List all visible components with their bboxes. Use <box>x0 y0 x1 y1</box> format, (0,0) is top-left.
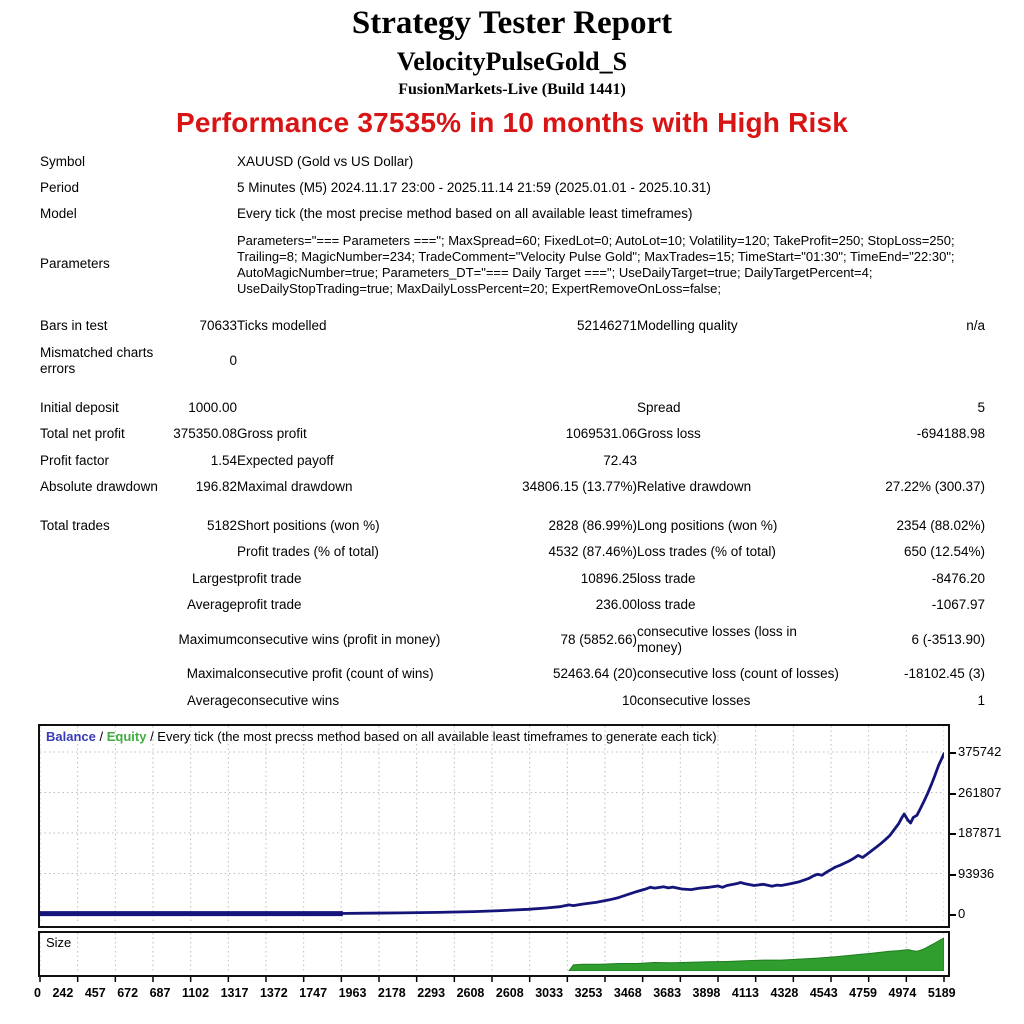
stat-label: Mismatched charts errors <box>40 344 154 377</box>
stat-value <box>170 539 237 565</box>
stat-label <box>637 340 842 383</box>
stat-value: -694188.98 <box>916 426 986 442</box>
stat-label: consecutive wins <box>237 692 340 708</box>
x-axis-tick-label: 457 <box>84 986 106 1001</box>
x-axis-tick-label: 4113 <box>731 986 759 1001</box>
stat-label: Long positions (won %) <box>637 517 778 533</box>
stat-label: Spread <box>637 399 681 415</box>
x-axis-tick-label: 1102 <box>181 986 210 1001</box>
x-axis-tick-label: 0 <box>34 986 41 1001</box>
row-largest-trade <box>40 566 985 592</box>
stat-label: Gross loss <box>637 426 701 442</box>
stat-value: 70633 <box>199 318 238 334</box>
x-axis-ticks <box>38 977 946 982</box>
parameters-label: Parameters <box>40 256 110 272</box>
stat-value: 10 <box>621 692 638 708</box>
ea-name: VelocityPulseGold_S <box>396 46 628 76</box>
stat-value: 2828 (86.99%) <box>548 517 638 533</box>
stat-label <box>40 688 170 714</box>
parameters-value: Parameters="=== Parameters ==="; MaxSpread=60; FixedLot=0; AutoLot=10; Volatility=120; TakeProfit=250; StopLoss=250; Trailing=8; MagicNumber=234; TradeComment="Velocity Pulse Gold"; MaxTrades=15; TimeStart="01:30"; TimeEnd="22:30"; AutoMagicNumber=true; Parameters_DT="=== Daily Target ==="; UseDailyTarget=true; DailyTargetPercent=4; UseDailyStopTrading=true; MaxDailyLossPercent=20; ExpertRemoveOnLoss=false; <box>237 232 955 296</box>
stat-label: Profit trades (% of total) <box>237 544 379 560</box>
stat-label: profit trade <box>237 597 302 613</box>
performance-banner: Performance 37535% in 10 months with High Risk <box>175 106 849 138</box>
x-axis-tick-label: 2608 <box>456 986 485 1001</box>
stat-label: Maximum <box>178 631 238 647</box>
x-axis-tick-label: 1963 <box>338 986 367 1001</box>
stat-label: Total trades <box>40 517 110 533</box>
size-chart <box>38 931 950 977</box>
symbol-value: XAUUSD (Gold vs US Dollar) <box>237 153 414 169</box>
stat-label: Profit factor <box>40 452 110 468</box>
stat-value: 1069531.06 <box>565 426 638 442</box>
stat-value: 0 <box>229 353 238 369</box>
stat-value: -8476.20 <box>931 570 986 586</box>
row-average-consecutive <box>40 688 985 714</box>
stat-value: 5182 <box>206 517 238 533</box>
stat-value: 236.00 <box>595 597 638 613</box>
x-axis-tick-label: 3468 <box>613 986 642 1001</box>
row-initial-deposit <box>40 395 985 421</box>
y-axis-tick-label: 93936 <box>958 865 995 881</box>
stat-value: 52146271 <box>576 318 638 334</box>
stat-value: -18102.45 (3) <box>904 666 986 682</box>
stat-value: 10896.25 <box>580 570 638 586</box>
model-label: Model <box>40 206 77 222</box>
stat-label: loss trade <box>637 570 696 586</box>
row-profit-trades <box>40 539 985 565</box>
stat-label: Gross profit <box>237 426 307 442</box>
x-axis-tick-label: 3253 <box>574 986 603 1001</box>
row-maximal-consecutive <box>40 661 985 687</box>
stat-value: 27.22% (300.37) <box>885 479 986 495</box>
row-absolute-drawdown <box>40 474 985 500</box>
stat-value: 78 (5852.66) <box>560 631 638 647</box>
x-axis-tick-label: 4543 <box>809 986 838 1001</box>
stat-value: 72.43 <box>603 452 638 468</box>
stat-label <box>40 539 170 565</box>
stat-label: Maximal drawdown <box>237 479 353 495</box>
stat-label: Average <box>186 692 238 708</box>
x-axis-labels <box>34 986 956 1000</box>
stat-label: Bars in test <box>40 318 108 334</box>
stat-label: profit trade <box>237 570 302 586</box>
stat-label: consecutive losses <box>637 692 751 708</box>
y-axis-tick-label: 375742 <box>958 744 1002 760</box>
x-axis-tick-label: 1317 <box>220 986 249 1001</box>
x-axis-tick-label: 5189 <box>927 986 956 1001</box>
stat-label: loss trade <box>637 597 696 613</box>
stat-label: consecutive profit (count of wins) <box>237 666 434 682</box>
x-axis-tick-label: 3898 <box>692 986 721 1001</box>
stat-value: 52463.64 (20) <box>552 666 638 682</box>
period-label: Period <box>40 180 80 195</box>
stat-value <box>480 340 637 383</box>
stat-value: 196.82 <box>195 479 238 495</box>
stat-label <box>237 340 480 383</box>
legend-equity: Equity <box>106 729 147 745</box>
row-mismatched-errors <box>40 340 985 383</box>
row-model <box>40 201 985 227</box>
row-bars-in-test <box>40 313 985 339</box>
stat-label: Expected payoff <box>237 452 334 468</box>
stat-label: Relative drawdown <box>637 479 752 495</box>
stat-label <box>40 592 170 618</box>
stat-value: 1 <box>977 692 986 708</box>
stat-value: 34806.15 (13.77%) <box>522 479 638 495</box>
x-axis-tick-label: 4974 <box>888 986 917 1001</box>
stat-label: Largest <box>191 570 238 586</box>
row-symbol <box>40 149 985 175</box>
page-title: Strategy Tester Report <box>351 5 673 41</box>
y-axis-tick-label: 187871 <box>958 825 1002 841</box>
stat-value: 1000.00 <box>188 399 238 415</box>
stat-label <box>40 619 170 662</box>
legend-note: Every tick (the most precss method based on all available least timeframes to generate each tick) <box>157 729 717 745</box>
row-period <box>40 175 985 201</box>
x-axis-tick-label: 4759 <box>849 986 877 1001</box>
legend-balance: Balance <box>46 729 96 745</box>
stat-value: -1067.97 <box>931 597 986 613</box>
stat-value: 650 (12.54%) <box>904 544 986 560</box>
size-chart-title: Size <box>46 935 72 951</box>
stat-label: Total net profit <box>40 426 125 442</box>
stat-value: 6 (-3513.90) <box>911 631 986 647</box>
y-axis-tick-label: 0 <box>958 906 966 922</box>
stat-label: Initial deposit <box>40 399 119 415</box>
x-axis-tick-label: 672 <box>117 986 139 1001</box>
row-profit-factor <box>40 448 985 474</box>
server-build: FusionMarkets-Live (Build 1441) <box>398 80 626 98</box>
stat-value <box>842 448 985 474</box>
x-axis-tick-label: 3683 <box>653 986 682 1001</box>
stat-value: 2354 (88.02%) <box>896 517 986 533</box>
stat-label: Ticks modelled <box>237 318 327 334</box>
stat-label <box>637 448 842 474</box>
stat-label: consecutive loss (count of losses) <box>637 666 839 682</box>
stat-label: consecutive wins (profit in money) <box>237 631 441 647</box>
x-axis-tick-label: 1372 <box>259 986 288 1001</box>
y-axis-tick-label: 261807 <box>958 784 1002 800</box>
row-parameters <box>40 228 985 301</box>
stat-label: Loss trades (% of total) <box>637 544 776 560</box>
stat-value <box>842 340 985 383</box>
stat-value: 375350.08 <box>173 426 238 442</box>
size-chart-canvas <box>40 933 944 971</box>
stat-label <box>40 566 170 592</box>
stat-value <box>480 395 637 421</box>
legend-sep: / <box>95 729 107 745</box>
stat-label <box>237 395 480 421</box>
x-axis-tick-label: 2293 <box>417 986 446 1001</box>
row-maximum-consecutive <box>40 619 985 662</box>
stat-label: Modelling quality <box>637 318 738 334</box>
stat-label: Average <box>186 597 238 613</box>
x-axis-tick-label: 242 <box>52 986 74 1001</box>
x-axis-tick-label: 4328 <box>770 986 799 1001</box>
report-table <box>40 149 985 715</box>
row-average-trade <box>40 592 985 618</box>
chart-area <box>0 724 1024 1000</box>
x-axis-tick-label: 2178 <box>377 986 406 1001</box>
x-axis-tick-label: 687 <box>149 986 171 1001</box>
balance-equity-chart <box>38 724 950 928</box>
legend-sep: / <box>146 729 158 745</box>
x-axis-tick-label: 2608 <box>495 986 524 1001</box>
symbol-label: Symbol <box>40 153 86 169</box>
model-value: Every tick (the most precise method based on all available least timeframes) <box>237 206 693 222</box>
stat-label: Absolute drawdown <box>40 479 158 495</box>
report-header <box>0 0 1024 139</box>
stat-value: n/a <box>966 318 986 334</box>
x-axis-tick-label: 3033 <box>535 986 564 1001</box>
balance-chart-canvas <box>40 726 944 922</box>
stat-label: consecutive losses (loss in money) <box>637 623 797 655</box>
stat-value: 1.54 <box>210 452 238 468</box>
stat-value: 4532 (87.46%) <box>548 544 638 560</box>
row-total-net-profit <box>40 421 985 447</box>
chart-legend <box>46 729 717 744</box>
stat-label <box>40 661 170 687</box>
row-total-trades <box>40 513 985 539</box>
stat-value: 5 <box>977 399 986 415</box>
stat-label: Maximal <box>186 666 238 682</box>
x-axis-tick-label: 1747 <box>299 986 328 1001</box>
stat-label: Short positions (won %) <box>237 517 380 533</box>
period-value: 5 Minutes (M5) 2024.11.17 23:00 - 2025.11.14 21:59 (2025.01.01 - 2025.10.31) <box>237 180 711 195</box>
